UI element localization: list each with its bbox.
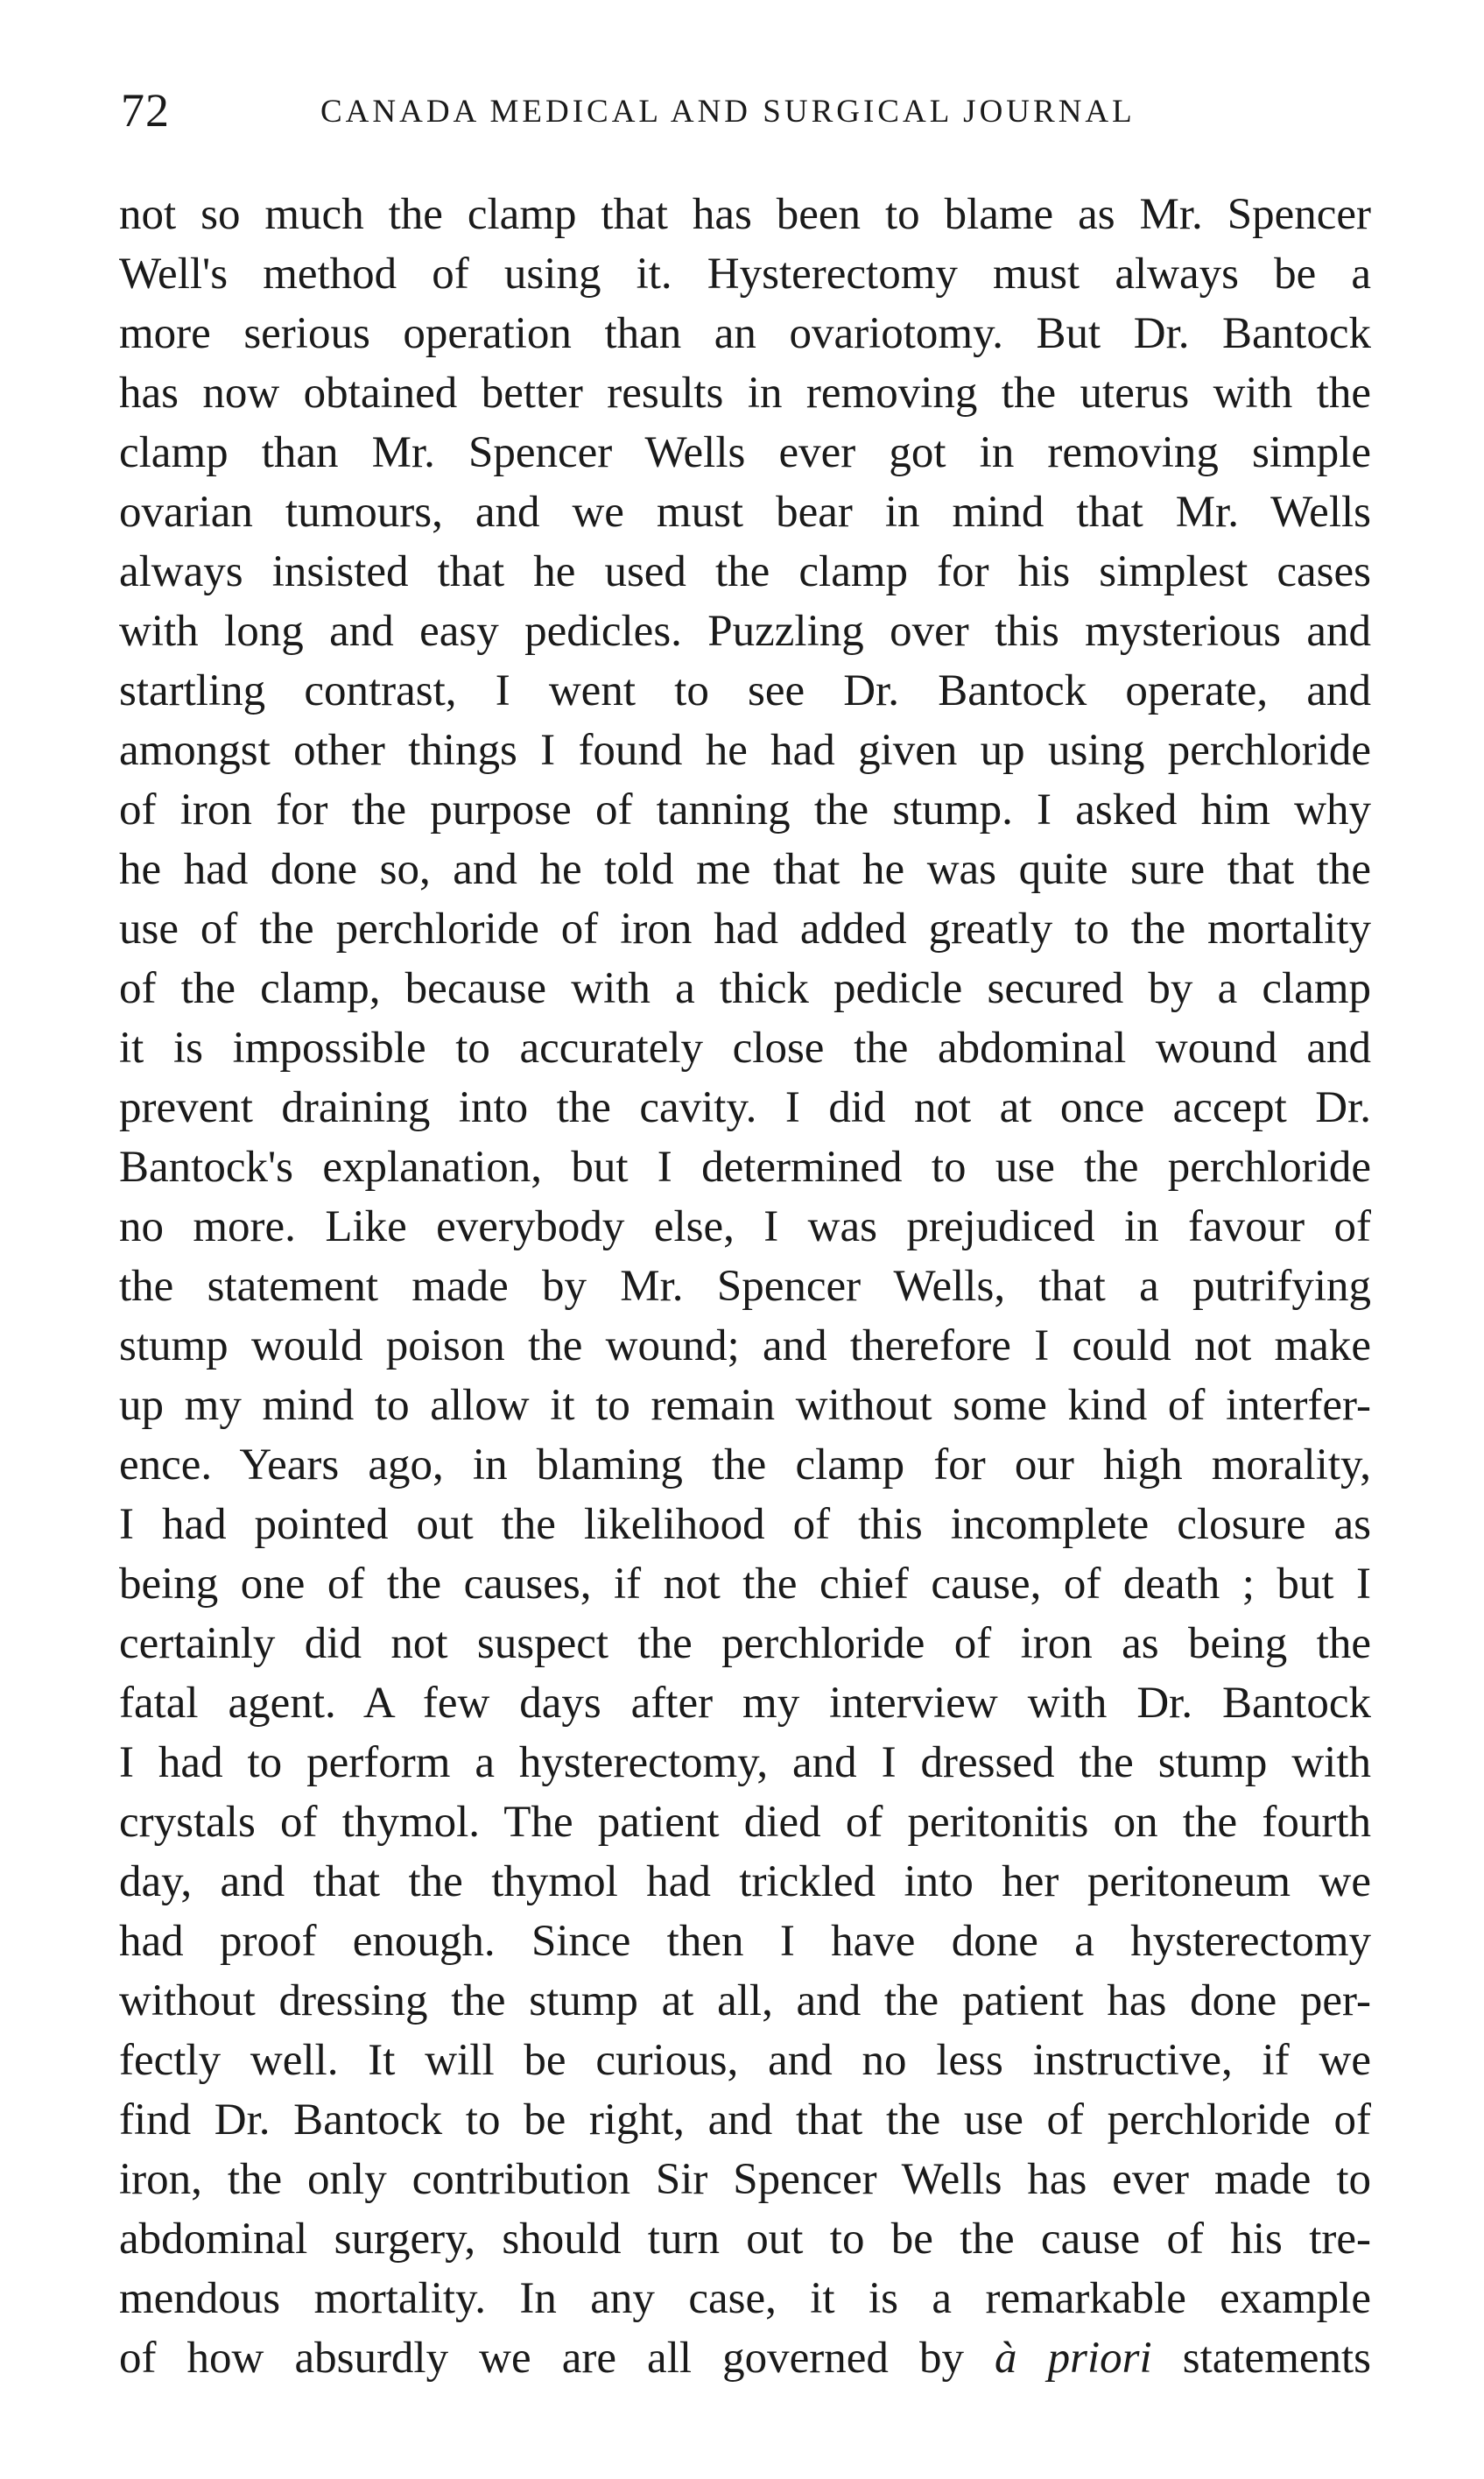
text-line: iron, the only contribution Sir Spencer Wells has ever made to — [119, 2155, 1371, 2204]
text-line: startling contrast, I went to see Dr. Bantock operate, and — [119, 666, 1371, 715]
last-line-start: of how absurdly we are all governed by — [119, 2334, 964, 2383]
text-line: clamp than Mr. Spencer Wells ever got in removing simple — [119, 428, 1371, 477]
text-line: he had done so, and he told me that he was quite sure that the — [119, 845, 1371, 894]
text-line: with long and easy pedicles. Puzzling over this mysterious and — [119, 607, 1371, 656]
text-line: not so much the clamp that has been to blame as Mr. Spencer — [119, 190, 1371, 239]
last-line-end: statements — [1182, 2334, 1372, 2383]
text-line: being one of the causes, if not the chief cause, of death ; but I — [119, 1560, 1371, 1609]
text-line: use of the perchloride of iron had added greatly to the mortality — [119, 905, 1371, 954]
page-header — [121, 84, 1390, 137]
text-line: fectly well. It will be curious, and no less instructive, if we — [119, 2036, 1371, 2085]
text-line: amongst other things I found he had given up using perchloride — [119, 726, 1371, 775]
text-line: it is impossible to accurately close the abdominal wound and — [119, 1024, 1371, 1073]
text-line: crystals of thymol. The patient died of peritonitis on the fourth — [119, 1798, 1371, 1847]
text-line: stump would poison the wound; and therefore I could not make — [119, 1321, 1371, 1370]
text-line: ovarian tumours, and we must bear in mind that Mr. Wells — [119, 488, 1371, 537]
text-line: mendous mortality. In any case, it is a remarkable example — [119, 2274, 1371, 2323]
text-line: more serious operation than an ovariotomy. But Dr. Bantock — [119, 309, 1371, 358]
text-line: Bantock's explanation, but I determined to use the perchloride — [119, 1143, 1371, 1192]
text-line: always insisted that he used the clamp for his simplest cases — [119, 547, 1371, 596]
text-line: prevent draining into the cavity. I did not at once accept Dr. — [119, 1083, 1371, 1132]
text-line: has now obtained better results in removing the uterus with the — [119, 369, 1371, 418]
text-line: without dressing the stump at all, and the patient has done per- — [119, 1976, 1371, 2025]
text-line: up my mind to allow it to remain without some kind of interfer- — [119, 1381, 1371, 1430]
text-line: of the clamp, because with a thick pedicle secured by a clamp — [119, 964, 1371, 1013]
text-line: I had pointed out the likelihood of this incomplete closure as — [119, 1500, 1371, 1549]
italic-phrase: à priori — [995, 2334, 1152, 2383]
text-line: Well's method of using it. Hysterectomy must always be a — [119, 250, 1371, 299]
text-line: find Dr. Bantock to be right, and that the use of perchloride of — [119, 2095, 1371, 2144]
text-line: certainly did not suspect the perchloride of iron as being the — [119, 1619, 1371, 1668]
text-line: of iron for the purpose of tanning the stump. I asked him why — [119, 785, 1371, 835]
page-number: 72 — [121, 84, 170, 137]
text-line: ence. Years ago, in blaming the clamp for our high morality, — [119, 1440, 1371, 1490]
body-text — [119, 185, 1371, 2388]
text-line: day, and that the thymol had trickled into her peritoneum we — [119, 1857, 1371, 1906]
running-title: CANADA MEDICAL AND SURGICAL JOURNAL — [320, 94, 1136, 130]
text-line: had proof enough. Since then I have done a hysterectomy — [119, 1917, 1371, 1966]
text-line: I had to perform a hysterectomy, and I dressed the stump with — [119, 1738, 1371, 1787]
text-line: no more. Like everybody else, I was prejudiced in favour of — [119, 1202, 1371, 1251]
text-line: abdominal surgery, should turn out to be the cause of his tre- — [119, 2215, 1371, 2264]
text-line-last — [119, 2328, 1371, 2388]
text-line: the statement made by Mr. Spencer Wells, that a putrifying — [119, 1262, 1371, 1311]
text-line: fatal agent. A few days after my interview with Dr. Bantock — [119, 1679, 1371, 1728]
